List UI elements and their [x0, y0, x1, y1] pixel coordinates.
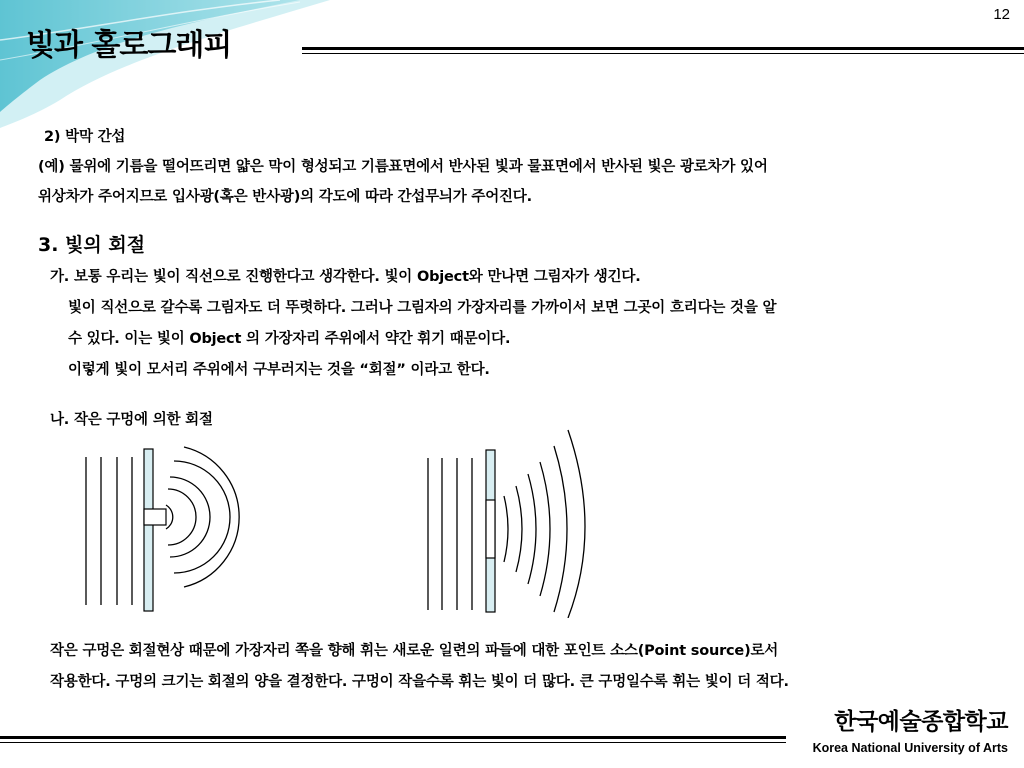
- large-aperture: [486, 500, 495, 558]
- section-2-line-2: 위상차가 주어지므로 입사광(혹은 반사광)의 각도에 따라 간섭무늬가 주어진다.: [38, 189, 532, 205]
- diffracted-wavefront: [170, 477, 210, 557]
- diffracted-wavefront: [504, 496, 508, 562]
- section-2-line-1: (예) 물위에 기름을 떨어뜨리면 얇은 막이 형성되고 기름표면에서 반사된 빛과 물표면에서 반사된 빛은 광로차가 있어: [38, 159, 768, 175]
- small-aperture: [144, 509, 166, 525]
- section-3-item-ga-line-3: 수 있다. 이는 빛이 Object 의 가장자리 주위에서 약간 휘기 때문이다.: [68, 331, 511, 347]
- section-3-item-na: 나. 작은 구멍에 의한 회절: [50, 412, 213, 428]
- title-divider-thin: [302, 53, 1024, 54]
- title-divider-thick: [302, 47, 1024, 50]
- school-name-english: Korea National University of Arts: [812, 741, 1008, 755]
- diffracted-wavefront: [174, 461, 230, 573]
- section-3-item-ga-line-4: 이렇게 빛이 모서리 주위에서 구부러지는 것을 “회절” 이라고 한다.: [68, 362, 490, 378]
- diffracted-wavefront: [540, 462, 550, 596]
- footer-divider-thick: [0, 736, 786, 739]
- section-3-heading: 3. 빛의 회절: [38, 234, 146, 256]
- diffracted-wavefront: [528, 474, 536, 584]
- diffracted-wavefront: [554, 446, 567, 612]
- conclusion-line-2: 작용한다. 구멍의 크기는 회절의 양을 결정한다. 구멍이 작을수록 휘는 빛이 더 많다. 큰 구멍일수록 휘는 빛이 더 적다.: [50, 674, 789, 690]
- diffracted-wavefront: [184, 447, 239, 587]
- large-aperture-diffraction-diagram: [420, 428, 620, 618]
- diffracted-wavefront: [166, 505, 173, 529]
- conclusion-line-1: 작은 구멍은 회절현상 때문에 가장자리 쪽을 향해 휘는 새로운 일련의 파들에 대한 포인트 소스(Point source)로서: [50, 643, 779, 659]
- diffracted-wavefront: [568, 430, 585, 618]
- section-3-item-ga-line-2: 빛이 직선으로 갈수록 그림자도 더 뚜렷하다. 그러나 그림자의 가장자리를 가까이서 보면 그곳이 흐리다는 것을 알: [68, 300, 777, 316]
- page-title: 빛과 홀로그래피: [26, 28, 232, 63]
- section-2-heading: 2) 박막 간섭: [44, 129, 126, 145]
- school-name-korean: 한국예술종합학교: [834, 709, 1008, 735]
- barrier: [144, 449, 153, 611]
- diffracted-wavefront: [516, 486, 522, 572]
- small-aperture-diffraction-diagram: [80, 445, 320, 615]
- footer-divider-thin: [0, 742, 786, 743]
- section-3-item-ga: 가. 보통 우리는 빛이 직선으로 진행한다고 생각한다. 빛이 Object와 만나면 그림자가 생긴다.: [50, 269, 641, 285]
- page-number: 12: [993, 6, 1010, 23]
